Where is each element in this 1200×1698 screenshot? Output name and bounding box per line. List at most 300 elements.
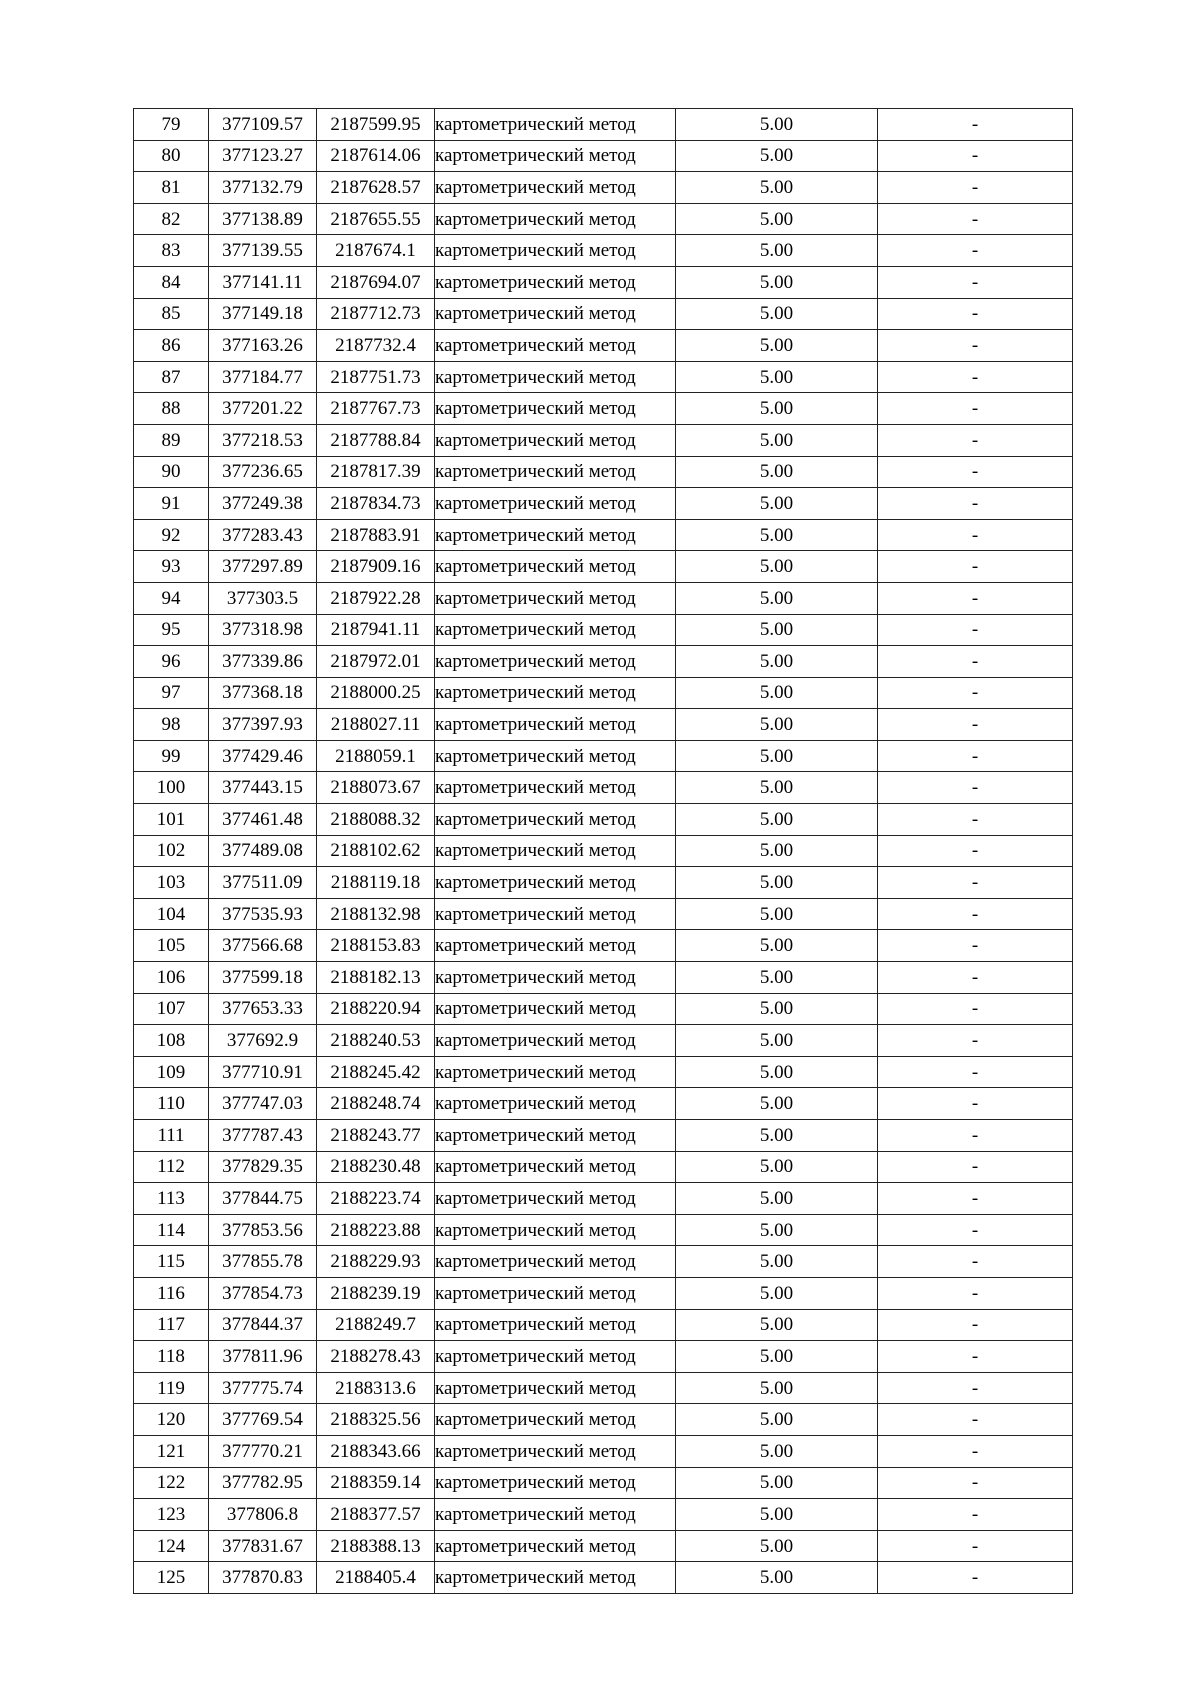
note-cell: - — [878, 1214, 1073, 1246]
precision-cell: 5.00 — [676, 867, 878, 899]
y-coordinate-cell: 2187751.73 — [317, 361, 435, 393]
method-cell: картометрический метод — [435, 1088, 676, 1120]
y-coordinate-cell: 2187694.07 — [317, 266, 435, 298]
y-coordinate-cell: 2187732.4 — [317, 330, 435, 362]
table-row — [134, 393, 1073, 425]
note-cell: - — [878, 393, 1073, 425]
method-cell: картометрический метод — [435, 646, 676, 678]
table-row — [134, 1088, 1073, 1120]
note-cell: - — [878, 804, 1073, 836]
method-cell: картометрический метод — [435, 1056, 676, 1088]
y-coordinate-cell: 2188119.18 — [317, 867, 435, 899]
note-cell: - — [878, 1025, 1073, 1057]
y-coordinate-cell: 2187834.73 — [317, 488, 435, 520]
y-coordinate-cell: 2188240.53 — [317, 1025, 435, 1057]
y-coordinate-cell: 2187922.28 — [317, 582, 435, 614]
precision-cell: 5.00 — [676, 1309, 878, 1341]
x-coordinate-cell: 377782.95 — [209, 1467, 317, 1499]
precision-cell: 5.00 — [676, 1277, 878, 1309]
y-coordinate-cell: 2188132.98 — [317, 898, 435, 930]
y-coordinate-cell: 2188388.13 — [317, 1530, 435, 1562]
coordinates-table-body — [134, 109, 1073, 1594]
precision-cell: 5.00 — [676, 298, 878, 330]
y-coordinate-cell: 2188343.66 — [317, 1435, 435, 1467]
x-coordinate-cell: 377566.68 — [209, 930, 317, 962]
point-number-cell: 104 — [134, 898, 209, 930]
x-coordinate-cell: 377511.09 — [209, 867, 317, 899]
note-cell: - — [878, 140, 1073, 172]
precision-cell: 5.00 — [676, 1088, 878, 1120]
y-coordinate-cell: 2188102.62 — [317, 835, 435, 867]
table-row — [134, 1277, 1073, 1309]
precision-cell: 5.00 — [676, 140, 878, 172]
point-number-cell: 83 — [134, 235, 209, 267]
x-coordinate-cell: 377692.9 — [209, 1025, 317, 1057]
note-cell: - — [878, 1372, 1073, 1404]
method-cell: картометрический метод — [435, 1467, 676, 1499]
note-cell: - — [878, 1056, 1073, 1088]
precision-cell: 5.00 — [676, 519, 878, 551]
point-number-cell: 91 — [134, 488, 209, 520]
method-cell: картометрический метод — [435, 740, 676, 772]
table-row — [134, 1435, 1073, 1467]
table-row — [134, 677, 1073, 709]
method-cell: картометрический метод — [435, 361, 676, 393]
x-coordinate-cell: 377489.08 — [209, 835, 317, 867]
method-cell: картометрический метод — [435, 488, 676, 520]
point-number-cell: 110 — [134, 1088, 209, 1120]
y-coordinate-cell: 2188248.74 — [317, 1088, 435, 1120]
x-coordinate-cell: 377443.15 — [209, 772, 317, 804]
y-coordinate-cell: 2187655.55 — [317, 203, 435, 235]
x-coordinate-cell: 377844.37 — [209, 1309, 317, 1341]
precision-cell: 5.00 — [676, 677, 878, 709]
note-cell: - — [878, 677, 1073, 709]
table-row — [134, 1467, 1073, 1499]
note-cell: - — [878, 1120, 1073, 1152]
table-row — [134, 646, 1073, 678]
note-cell: - — [878, 1183, 1073, 1215]
note-cell: - — [878, 235, 1073, 267]
method-cell: картометрический метод — [435, 266, 676, 298]
x-coordinate-cell: 377149.18 — [209, 298, 317, 330]
precision-cell: 5.00 — [676, 1530, 878, 1562]
y-coordinate-cell: 2188220.94 — [317, 993, 435, 1025]
point-number-cell: 94 — [134, 582, 209, 614]
table-row — [134, 1151, 1073, 1183]
x-coordinate-cell: 377249.38 — [209, 488, 317, 520]
method-cell: картометрический метод — [435, 424, 676, 456]
y-coordinate-cell: 2187767.73 — [317, 393, 435, 425]
point-number-cell: 88 — [134, 393, 209, 425]
y-coordinate-cell: 2187599.95 — [317, 109, 435, 141]
point-number-cell: 95 — [134, 614, 209, 646]
note-cell: - — [878, 772, 1073, 804]
y-coordinate-cell: 2188229.93 — [317, 1246, 435, 1278]
note-cell: - — [878, 1404, 1073, 1436]
y-coordinate-cell: 2188073.67 — [317, 772, 435, 804]
method-cell: картометрический метод — [435, 1214, 676, 1246]
precision-cell: 5.00 — [676, 740, 878, 772]
point-number-cell: 80 — [134, 140, 209, 172]
x-coordinate-cell: 377769.54 — [209, 1404, 317, 1436]
table-row — [134, 203, 1073, 235]
point-number-cell: 124 — [134, 1530, 209, 1562]
point-number-cell: 93 — [134, 551, 209, 583]
method-cell: картометрический метод — [435, 962, 676, 994]
x-coordinate-cell: 377139.55 — [209, 235, 317, 267]
note-cell: - — [878, 646, 1073, 678]
precision-cell: 5.00 — [676, 235, 878, 267]
y-coordinate-cell: 2188313.6 — [317, 1372, 435, 1404]
table-row — [134, 1404, 1073, 1436]
point-number-cell: 115 — [134, 1246, 209, 1278]
table-row — [134, 898, 1073, 930]
table-row — [134, 266, 1073, 298]
method-cell: картометрический метод — [435, 330, 676, 362]
table-row — [134, 993, 1073, 1025]
precision-cell: 5.00 — [676, 393, 878, 425]
method-cell: картометрический метод — [435, 709, 676, 741]
x-coordinate-cell: 377811.96 — [209, 1341, 317, 1373]
x-coordinate-cell: 377123.27 — [209, 140, 317, 172]
precision-cell: 5.00 — [676, 1025, 878, 1057]
y-coordinate-cell: 2187883.91 — [317, 519, 435, 551]
note-cell: - — [878, 1562, 1073, 1594]
note-cell: - — [878, 361, 1073, 393]
precision-cell: 5.00 — [676, 1120, 878, 1152]
y-coordinate-cell: 2187674.1 — [317, 235, 435, 267]
y-coordinate-cell: 2187817.39 — [317, 456, 435, 488]
method-cell: картометрический метод — [435, 1183, 676, 1215]
note-cell: - — [878, 266, 1073, 298]
precision-cell: 5.00 — [676, 172, 878, 204]
y-coordinate-cell: 2187788.84 — [317, 424, 435, 456]
table-row — [134, 1025, 1073, 1057]
method-cell: картометрический метод — [435, 993, 676, 1025]
precision-cell: 5.00 — [676, 804, 878, 836]
point-number-cell: 119 — [134, 1372, 209, 1404]
x-coordinate-cell: 377775.74 — [209, 1372, 317, 1404]
table-row — [134, 172, 1073, 204]
x-coordinate-cell: 377201.22 — [209, 393, 317, 425]
x-coordinate-cell: 377747.03 — [209, 1088, 317, 1120]
precision-cell: 5.00 — [676, 1214, 878, 1246]
precision-cell: 5.00 — [676, 646, 878, 678]
x-coordinate-cell: 377599.18 — [209, 962, 317, 994]
precision-cell: 5.00 — [676, 582, 878, 614]
table-row — [134, 867, 1073, 899]
note-cell: - — [878, 109, 1073, 141]
precision-cell: 5.00 — [676, 709, 878, 741]
note-cell: - — [878, 1151, 1073, 1183]
x-coordinate-cell: 377339.86 — [209, 646, 317, 678]
y-coordinate-cell: 2188153.83 — [317, 930, 435, 962]
point-number-cell: 107 — [134, 993, 209, 1025]
point-number-cell: 79 — [134, 109, 209, 141]
table-row — [134, 361, 1073, 393]
point-number-cell: 101 — [134, 804, 209, 836]
method-cell: картометрический метод — [435, 1025, 676, 1057]
table-row — [134, 551, 1073, 583]
x-coordinate-cell: 377303.5 — [209, 582, 317, 614]
precision-cell: 5.00 — [676, 993, 878, 1025]
precision-cell: 5.00 — [676, 1435, 878, 1467]
method-cell: картометрический метод — [435, 1151, 676, 1183]
method-cell: картометрический метод — [435, 140, 676, 172]
y-coordinate-cell: 2187628.57 — [317, 172, 435, 204]
x-coordinate-cell: 377770.21 — [209, 1435, 317, 1467]
table-row — [134, 1309, 1073, 1341]
x-coordinate-cell: 377283.43 — [209, 519, 317, 551]
method-cell: картометрический метод — [435, 109, 676, 141]
y-coordinate-cell: 2188239.19 — [317, 1277, 435, 1309]
note-cell: - — [878, 1499, 1073, 1531]
y-coordinate-cell: 2188182.13 — [317, 962, 435, 994]
y-coordinate-cell: 2188027.11 — [317, 709, 435, 741]
point-number-cell: 106 — [134, 962, 209, 994]
x-coordinate-cell: 377461.48 — [209, 804, 317, 836]
x-coordinate-cell: 377855.78 — [209, 1246, 317, 1278]
note-cell: - — [878, 835, 1073, 867]
point-number-cell: 100 — [134, 772, 209, 804]
point-number-cell: 97 — [134, 677, 209, 709]
x-coordinate-cell: 377184.77 — [209, 361, 317, 393]
note-cell: - — [878, 962, 1073, 994]
y-coordinate-cell: 2188245.42 — [317, 1056, 435, 1088]
note-cell: - — [878, 1530, 1073, 1562]
note-cell: - — [878, 551, 1073, 583]
precision-cell: 5.00 — [676, 424, 878, 456]
table-row — [134, 835, 1073, 867]
method-cell: картометрический метод — [435, 298, 676, 330]
table-row — [134, 298, 1073, 330]
method-cell: картометрический метод — [435, 1120, 676, 1152]
y-coordinate-cell: 2188278.43 — [317, 1341, 435, 1373]
method-cell: картометрический метод — [435, 614, 676, 646]
note-cell: - — [878, 330, 1073, 362]
precision-cell: 5.00 — [676, 488, 878, 520]
point-number-cell: 122 — [134, 1467, 209, 1499]
table-row — [134, 582, 1073, 614]
x-coordinate-cell: 377535.93 — [209, 898, 317, 930]
point-number-cell: 102 — [134, 835, 209, 867]
x-coordinate-cell: 377218.53 — [209, 424, 317, 456]
point-number-cell: 85 — [134, 298, 209, 330]
y-coordinate-cell: 2187712.73 — [317, 298, 435, 330]
point-number-cell: 98 — [134, 709, 209, 741]
point-number-cell: 108 — [134, 1025, 209, 1057]
x-coordinate-cell: 377854.73 — [209, 1277, 317, 1309]
precision-cell: 5.00 — [676, 551, 878, 583]
note-cell: - — [878, 1341, 1073, 1373]
precision-cell: 5.00 — [676, 1499, 878, 1531]
precision-cell: 5.00 — [676, 614, 878, 646]
method-cell: картометрический метод — [435, 1562, 676, 1594]
point-number-cell: 109 — [134, 1056, 209, 1088]
method-cell: картометрический метод — [435, 1341, 676, 1373]
table-row — [134, 519, 1073, 551]
precision-cell: 5.00 — [676, 361, 878, 393]
y-coordinate-cell: 2188059.1 — [317, 740, 435, 772]
method-cell: картометрический метод — [435, 835, 676, 867]
method-cell: картометрический метод — [435, 1404, 676, 1436]
point-number-cell: 105 — [134, 930, 209, 962]
table-row — [134, 1341, 1073, 1373]
table-row — [134, 1246, 1073, 1278]
note-cell: - — [878, 424, 1073, 456]
y-coordinate-cell: 2188230.48 — [317, 1151, 435, 1183]
method-cell: картометрический метод — [435, 1246, 676, 1278]
table-row — [134, 140, 1073, 172]
point-number-cell: 121 — [134, 1435, 209, 1467]
method-cell: картометрический метод — [435, 456, 676, 488]
x-coordinate-cell: 377429.46 — [209, 740, 317, 772]
point-number-cell: 96 — [134, 646, 209, 678]
method-cell: картометрический метод — [435, 203, 676, 235]
method-cell: картометрический метод — [435, 1309, 676, 1341]
note-cell: - — [878, 582, 1073, 614]
table-row — [134, 330, 1073, 362]
precision-cell: 5.00 — [676, 1151, 878, 1183]
x-coordinate-cell: 377787.43 — [209, 1120, 317, 1152]
precision-cell: 5.00 — [676, 203, 878, 235]
precision-cell: 5.00 — [676, 109, 878, 141]
precision-cell: 5.00 — [676, 330, 878, 362]
table-row — [134, 1183, 1073, 1215]
precision-cell: 5.00 — [676, 772, 878, 804]
y-coordinate-cell: 2187972.01 — [317, 646, 435, 678]
point-number-cell: 112 — [134, 1151, 209, 1183]
x-coordinate-cell: 377163.26 — [209, 330, 317, 362]
table-row — [134, 1120, 1073, 1152]
precision-cell: 5.00 — [676, 1562, 878, 1594]
note-cell: - — [878, 203, 1073, 235]
method-cell: картометрический метод — [435, 677, 676, 709]
point-number-cell: 111 — [134, 1120, 209, 1152]
y-coordinate-cell: 2188223.74 — [317, 1183, 435, 1215]
method-cell: картометрический метод — [435, 1372, 676, 1404]
y-coordinate-cell: 2188243.77 — [317, 1120, 435, 1152]
note-cell: - — [878, 898, 1073, 930]
point-number-cell: 92 — [134, 519, 209, 551]
x-coordinate-cell: 377831.67 — [209, 1530, 317, 1562]
table-row — [134, 804, 1073, 836]
table-row — [134, 1499, 1073, 1531]
note-cell: - — [878, 614, 1073, 646]
x-coordinate-cell: 377397.93 — [209, 709, 317, 741]
point-number-cell: 125 — [134, 1562, 209, 1594]
precision-cell: 5.00 — [676, 898, 878, 930]
x-coordinate-cell: 377138.89 — [209, 203, 317, 235]
point-number-cell: 116 — [134, 1277, 209, 1309]
precision-cell: 5.00 — [676, 1404, 878, 1436]
table-row — [134, 962, 1073, 994]
note-cell: - — [878, 930, 1073, 962]
x-coordinate-cell: 377806.8 — [209, 1499, 317, 1531]
precision-cell: 5.00 — [676, 962, 878, 994]
table-row — [134, 1372, 1073, 1404]
x-coordinate-cell: 377236.65 — [209, 456, 317, 488]
precision-cell: 5.00 — [676, 1372, 878, 1404]
method-cell: картометрический метод — [435, 393, 676, 425]
y-coordinate-cell: 2188249.7 — [317, 1309, 435, 1341]
table-row — [134, 614, 1073, 646]
table-row — [134, 709, 1073, 741]
table-row — [134, 772, 1073, 804]
table-row — [134, 740, 1073, 772]
note-cell: - — [878, 488, 1073, 520]
coordinates-table — [133, 108, 1073, 1594]
precision-cell: 5.00 — [676, 1246, 878, 1278]
note-cell: - — [878, 298, 1073, 330]
point-number-cell: 113 — [134, 1183, 209, 1215]
y-coordinate-cell: 2188325.56 — [317, 1404, 435, 1436]
point-number-cell: 89 — [134, 424, 209, 456]
precision-cell: 5.00 — [676, 1056, 878, 1088]
x-coordinate-cell: 377141.11 — [209, 266, 317, 298]
x-coordinate-cell: 377653.33 — [209, 993, 317, 1025]
x-coordinate-cell: 377844.75 — [209, 1183, 317, 1215]
point-number-cell: 90 — [134, 456, 209, 488]
note-cell: - — [878, 709, 1073, 741]
method-cell: картометрический метод — [435, 1435, 676, 1467]
precision-cell: 5.00 — [676, 456, 878, 488]
y-coordinate-cell: 2188405.4 — [317, 1562, 435, 1594]
point-number-cell: 86 — [134, 330, 209, 362]
y-coordinate-cell: 2188377.57 — [317, 1499, 435, 1531]
point-number-cell: 81 — [134, 172, 209, 204]
point-number-cell: 123 — [134, 1499, 209, 1531]
method-cell: картометрический метод — [435, 551, 676, 583]
x-coordinate-cell: 377318.98 — [209, 614, 317, 646]
x-coordinate-cell: 377829.35 — [209, 1151, 317, 1183]
table-row — [134, 456, 1073, 488]
y-coordinate-cell: 2188088.32 — [317, 804, 435, 836]
method-cell: картометрический метод — [435, 930, 676, 962]
note-cell: - — [878, 740, 1073, 772]
y-coordinate-cell: 2188223.88 — [317, 1214, 435, 1246]
note-cell: - — [878, 519, 1073, 551]
method-cell: картометрический метод — [435, 582, 676, 614]
note-cell: - — [878, 993, 1073, 1025]
point-number-cell: 84 — [134, 266, 209, 298]
method-cell: картометрический метод — [435, 867, 676, 899]
note-cell: - — [878, 1277, 1073, 1309]
method-cell: картометрический метод — [435, 172, 676, 204]
note-cell: - — [878, 456, 1073, 488]
x-coordinate-cell: 377853.56 — [209, 1214, 317, 1246]
table-row — [134, 488, 1073, 520]
point-number-cell: 82 — [134, 203, 209, 235]
y-coordinate-cell: 2187941.11 — [317, 614, 435, 646]
y-coordinate-cell: 2188000.25 — [317, 677, 435, 709]
method-cell: картометрический метод — [435, 1499, 676, 1531]
method-cell: картометрический метод — [435, 804, 676, 836]
precision-cell: 5.00 — [676, 1467, 878, 1499]
method-cell: картометрический метод — [435, 1530, 676, 1562]
note-cell: - — [878, 1088, 1073, 1120]
table-row — [134, 930, 1073, 962]
point-number-cell: 120 — [134, 1404, 209, 1436]
precision-cell: 5.00 — [676, 930, 878, 962]
method-cell: картометрический метод — [435, 898, 676, 930]
note-cell: - — [878, 172, 1073, 204]
point-number-cell: 99 — [134, 740, 209, 772]
method-cell: картометрический метод — [435, 235, 676, 267]
table-row — [134, 109, 1073, 141]
point-number-cell: 118 — [134, 1341, 209, 1373]
